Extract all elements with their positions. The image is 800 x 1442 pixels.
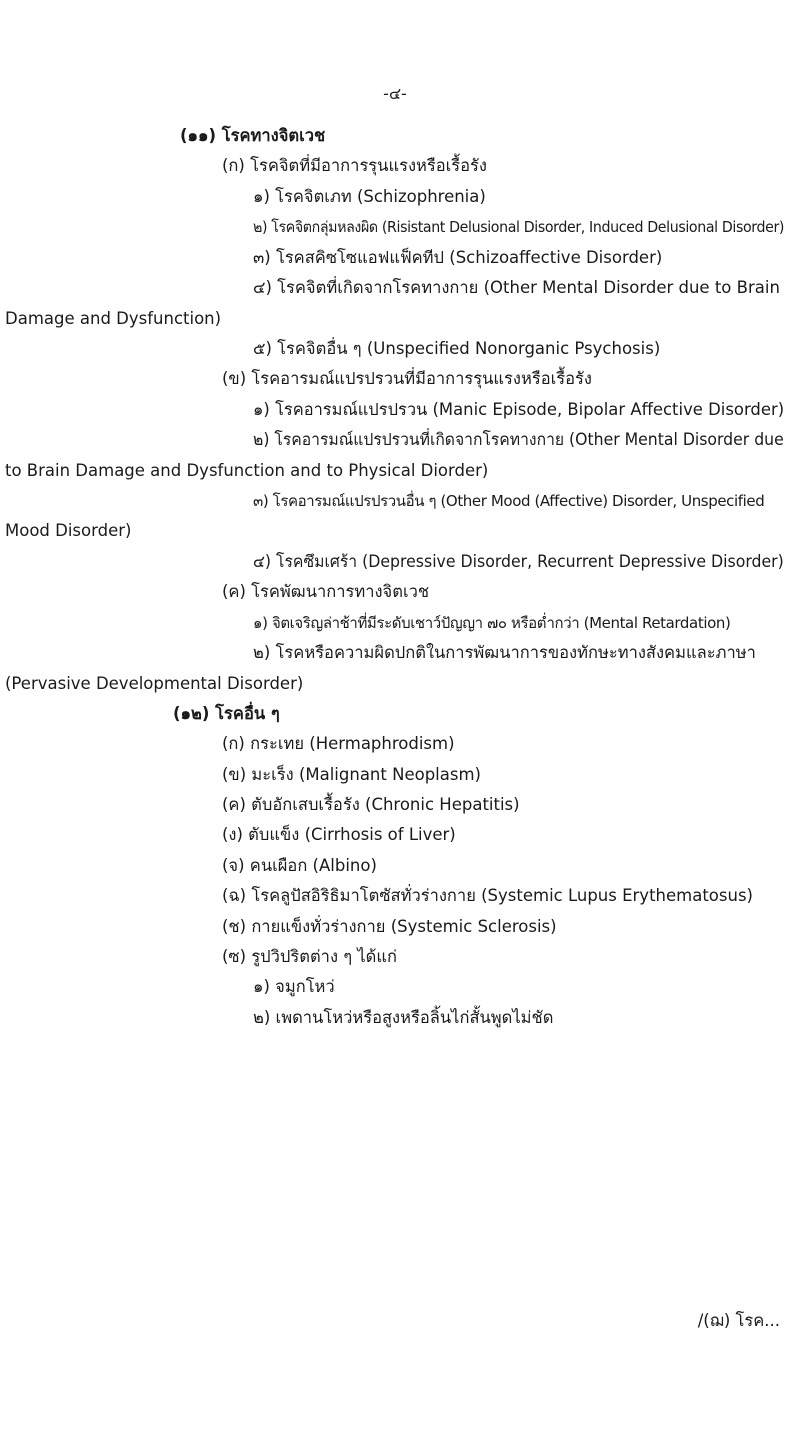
list-item: (ง) ตับแข็ง (Cirrhosis of Liver) (222, 825, 456, 844)
list-item: ๒) เพดานโหว่หรือสูงหรือลิ้นไก่สั้นพูดไม่ชัด (253, 1008, 554, 1027)
list-item: ๓) โรคสคิซโซแอฟแฟ็คทีป (Schizoaffective Disorder) (253, 248, 663, 267)
list-item-text: ๔) โรคจิตที่เกิดจากโรคทางกาย (Other Mental Disorder due to Brain (253, 278, 780, 297)
list-item: (ช) กายแข็งทั่วร่างกาย (Systemic Sclerosis) (222, 917, 557, 936)
list-item-continuation: to Brain Damage and Dysfunction and to Physical Diorder) (5, 461, 489, 480)
list-item: (จ) คนเผือก (Albino) (222, 856, 377, 875)
list-item: (ค) ตับอักเสบเรื้อรัง (Chronic Hepatitis) (222, 795, 520, 814)
section-12-heading: (๑๒) โรคอื่น ๆ (173, 704, 280, 723)
list-item: ๑) โรคอารมณ์แปรปรวน (Manic Episode, Bipolar Affective Disorder) (253, 400, 785, 419)
continuation-note: /(ฌ) โรค... (697, 1311, 780, 1330)
list-item: ๔) โรคซึมเศร้า (Depressive Disorder, Recurrent Depressive Disorder) (253, 552, 784, 571)
list-item: ๒) โรคจิตกลุ่มหลงผิด (Risistant Delusional Disorder, Induced Delusional Disorder) (253, 218, 785, 236)
list-item: ๑) โรคจิตเภท (Schizophrenia) (253, 187, 486, 206)
list-item: ๒) โรคอารมณ์แปรปรวนที่เกิดจากโรคทางกาย (Other Mental Disorder due (253, 430, 784, 449)
list-item: (ซ) รูปวิปริตต่าง ๆ ได้แก่ (222, 947, 397, 966)
subsection-heading: (ข) โรคอารมณ์แปรปรวนที่มีอาการรุนแรงหรือเรื้อรัง (222, 369, 592, 388)
section-11-heading: (๑๑) โรคทางจิตเวช (180, 126, 326, 145)
page-number: -๔- (383, 84, 407, 103)
list-item: (ข) มะเร็ง (Malignant Neoplasm) (222, 765, 481, 784)
list-item: ๕) โรคจิตอื่น ๆ (Unspecified Nonorganic Psychosis) (253, 339, 661, 358)
list-item: ๑) จมูกโหว่ (253, 977, 335, 996)
list-item-continuation: Damage and Dysfunction) (5, 309, 222, 328)
list-item: (ก) กระเทย (Hermaphrodism) (222, 734, 455, 753)
subsection-heading: (ก) โรคจิตที่มีอาการรุนแรงหรือเรื้อรัง (222, 156, 487, 175)
list-item: ๑) จิตเจริญล่าช้าที่มีระดับเชาว์ปัญญา ๗๐ หรือต่ำกว่า (Mental Retardation) (253, 614, 731, 632)
list-item (253, 276, 782, 300)
list-item: (ฉ) โรคลูปัสอิริธิมาโตซัสทั่วร่างกาย (Systemic Lupus Erythematosus) (222, 886, 753, 905)
subsection-heading: (ค) โรคพัฒนาการทางจิตเวช (222, 582, 430, 601)
list-item: ๒) โรคหรือความผิดปกติในการพัฒนาการของทักษะทางสังคมและภาษา (253, 643, 756, 662)
list-item-continuation: Mood Disorder) (5, 521, 132, 540)
list-item-continuation: (Pervasive Developmental Disorder) (5, 674, 304, 693)
list-item: ๓) โรคอารมณ์แปรปรวนอื่น ๆ (Other Mood (Affective) Disorder, Unspecified (253, 492, 765, 510)
